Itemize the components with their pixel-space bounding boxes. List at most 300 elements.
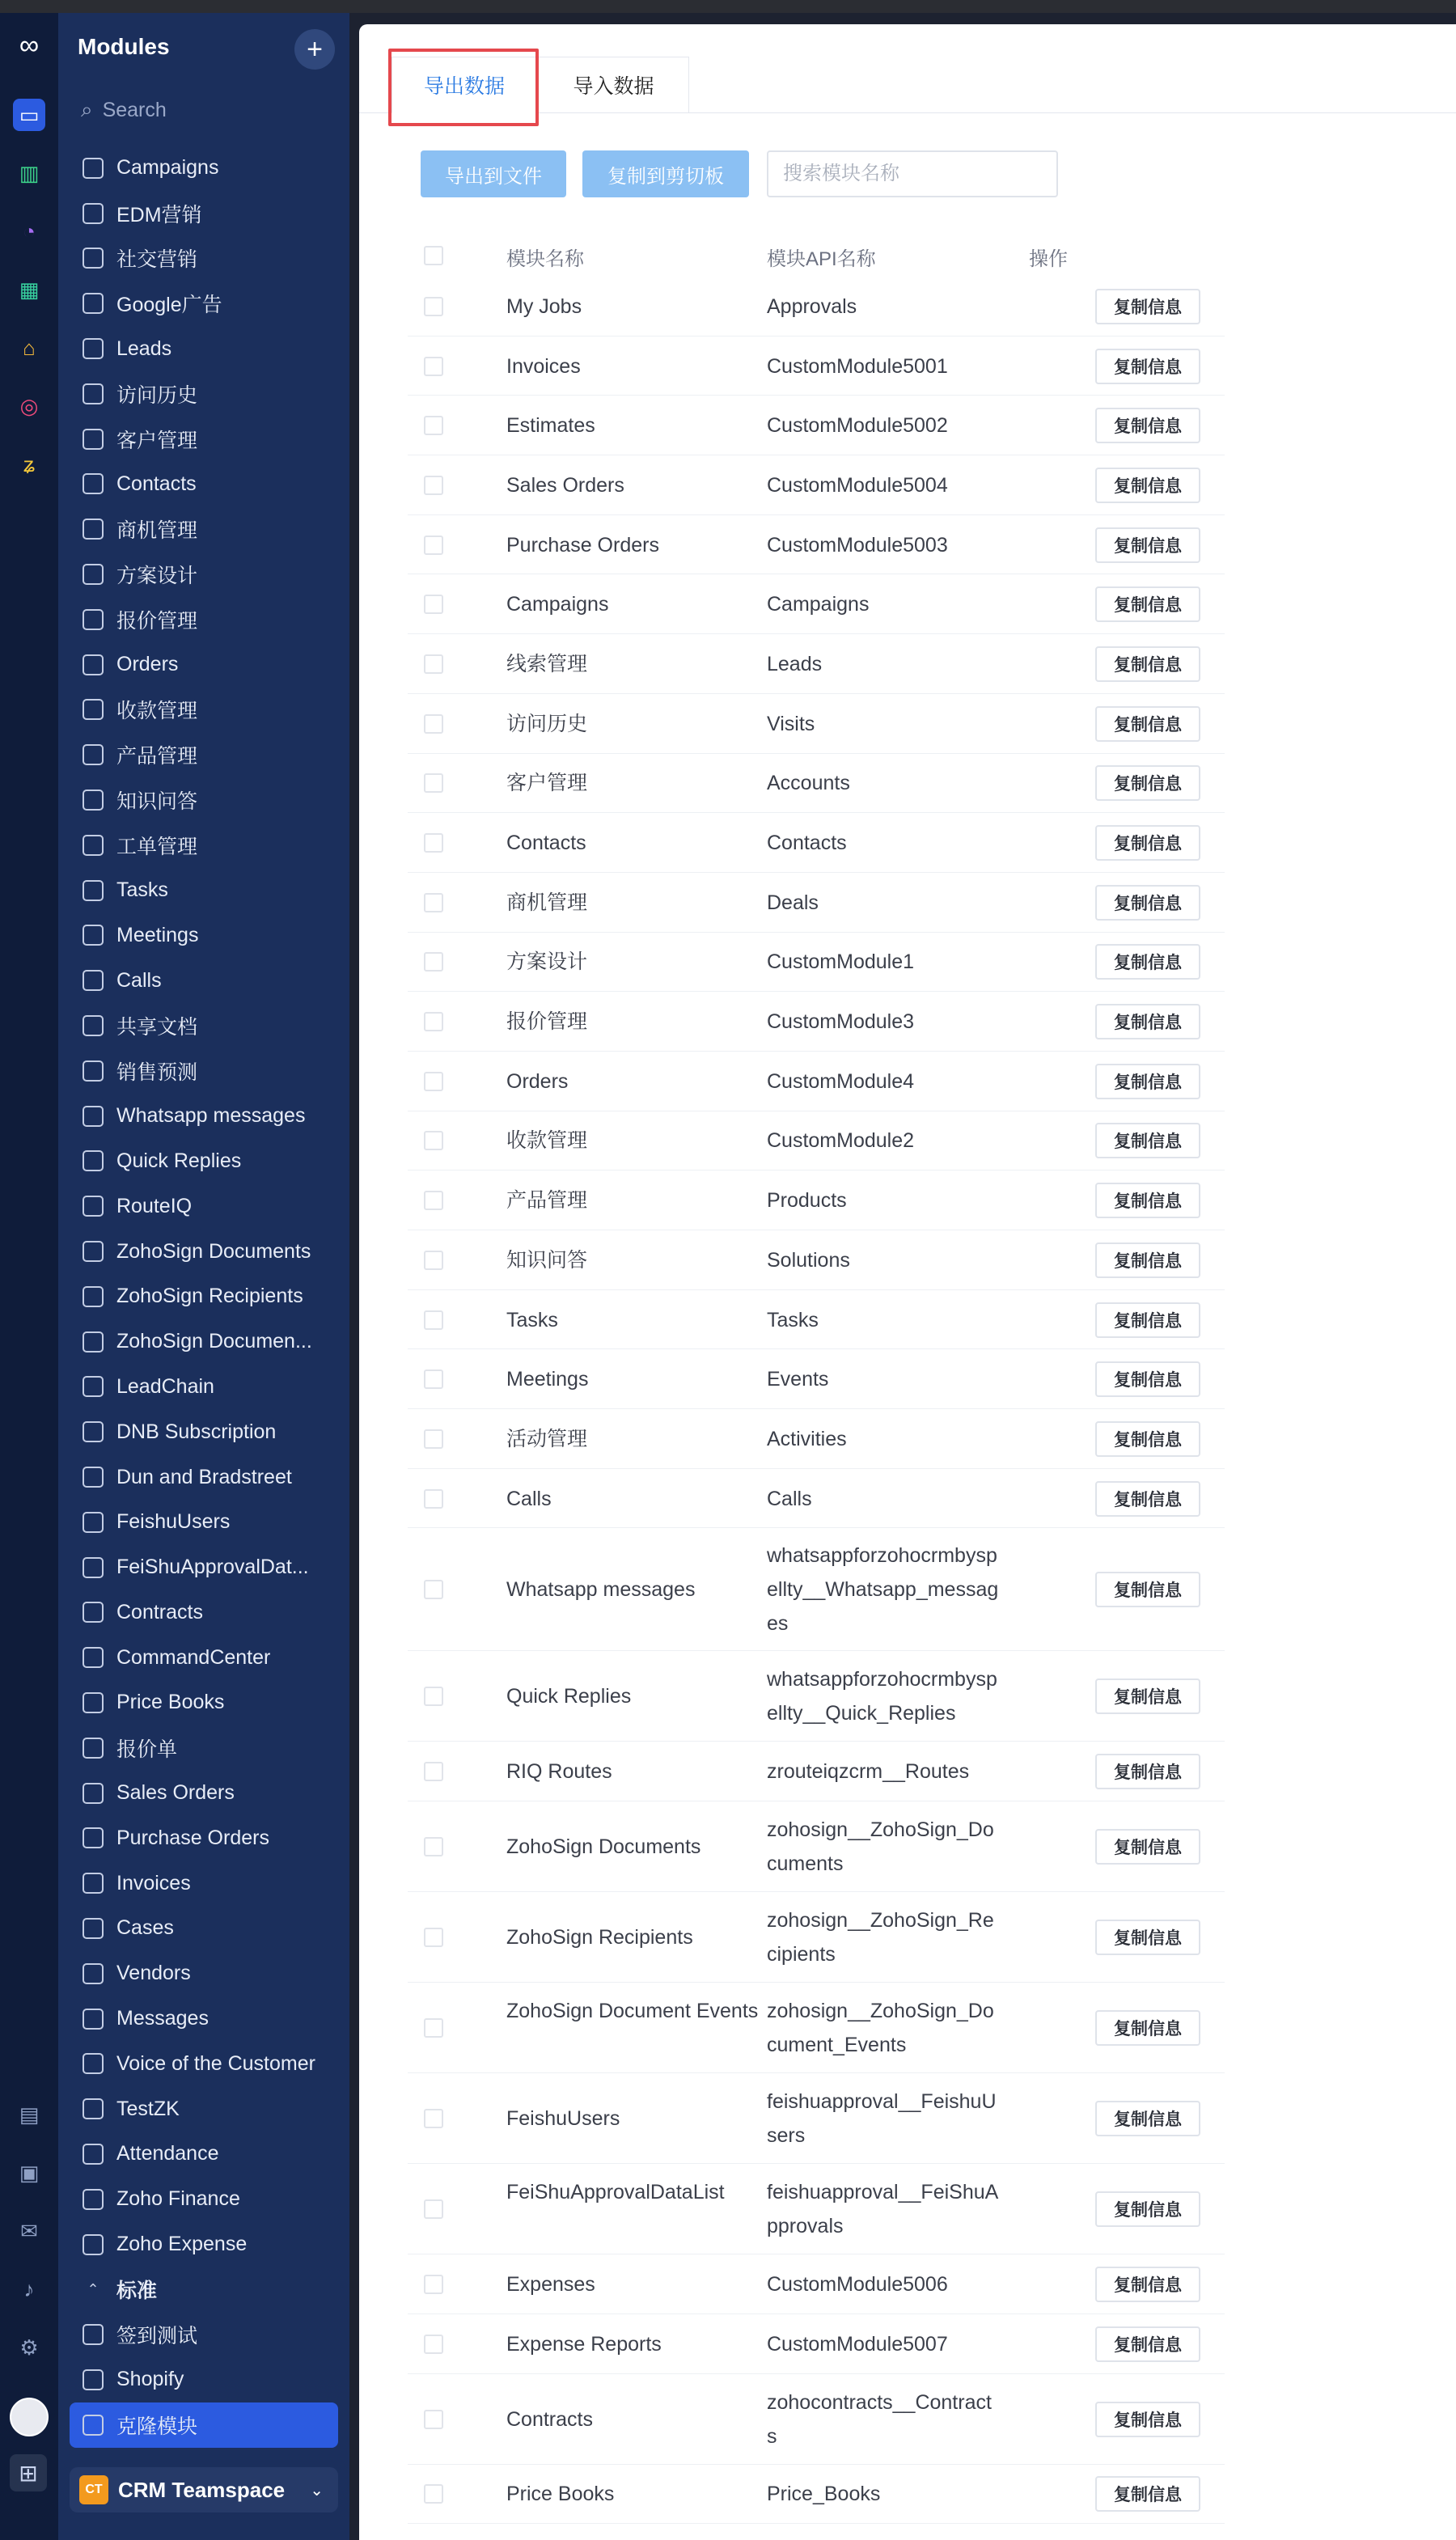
header-module-name: 模块名称: [506, 248, 584, 270]
copy-info-button[interactable]: 复制信息: [1095, 1679, 1200, 1714]
module-name-cell: Price Books: [506, 2483, 615, 2506]
copy-info-button[interactable]: 复制信息: [1095, 1004, 1200, 1039]
copy-info-button[interactable]: 复制信息: [1095, 2402, 1200, 2437]
calendar-icon[interactable]: ▣: [19, 2160, 40, 2185]
module-icon: [83, 564, 104, 585]
table-row: [408, 574, 1225, 634]
sidebar-item-label: 收款管理: [116, 700, 198, 723]
copy-info-button[interactable]: 复制信息: [1095, 2267, 1200, 2302]
sidebar-item-label: 标准: [116, 2280, 158, 2303]
header-action: 操作: [1029, 248, 1068, 270]
row-checkbox[interactable]: [424, 1762, 443, 1781]
sidebar-item[interactable]: [58, 2131, 349, 2177]
new-note-icon[interactable]: ▤: [19, 2102, 40, 2127]
table-row: [408, 2164, 1225, 2254]
sidebar-item-label: FeishuUsers: [116, 1510, 231, 1534]
module-name-cell: 收款管理: [506, 1129, 588, 1153]
workspace-label: CRM Teamspace: [118, 2477, 286, 2502]
row-checkbox[interactable]: [424, 1131, 443, 1150]
module-name-cell: Purchase Orders: [506, 533, 659, 557]
row-checkbox[interactable]: [424, 952, 443, 972]
sidebar-item[interactable]: [58, 823, 349, 868]
table-row: [408, 396, 1225, 455]
avatar[interactable]: [10, 2398, 49, 2436]
sidebar-item[interactable]: [58, 688, 349, 733]
module-icon: [83, 2053, 104, 2074]
sidebar-item[interactable]: [58, 462, 349, 507]
module-icon: [83, 2098, 104, 2119]
sidebar-item[interactable]: [58, 1365, 349, 1410]
sidebar-item[interactable]: [58, 191, 349, 236]
module-name-cell: Quick Replies: [506, 1685, 632, 1708]
workspace-switcher[interactable]: [70, 2467, 338, 2512]
copy-info-button[interactable]: 复制信息: [1095, 646, 1200, 682]
copy-info-button[interactable]: 复制信息: [1095, 1242, 1200, 1278]
sidebar-item[interactable]: [58, 281, 349, 326]
module-name-cell: RIQ Routes: [506, 1760, 612, 1784]
sidebar-item-label: 销售预测: [116, 1060, 198, 1084]
module-api-cell: feishuapproval__FeiShuApprovals: [767, 2181, 999, 2238]
copy-info-button[interactable]: 复制信息: [1095, 586, 1200, 622]
copy-info-button[interactable]: 复制信息: [1095, 1064, 1200, 1099]
module-api-cell: Campaigns: [767, 593, 870, 616]
module-search-input[interactable]: [767, 150, 1058, 197]
row-checkbox[interactable]: [424, 2484, 443, 2504]
sidebar-item-label: 知识问答: [116, 790, 198, 814]
module-name-cell: Sales Orders: [506, 473, 624, 497]
sidebar-item-label: Contacts: [116, 472, 197, 495]
table-row: [408, 694, 1225, 754]
copy-info-button[interactable]: 复制信息: [1095, 2101, 1200, 2136]
copy-info-button[interactable]: 复制信息: [1095, 2326, 1200, 2362]
sidebar-item-label: TestZK: [116, 2097, 180, 2120]
copy-info-button[interactable]: 复制信息: [1095, 1123, 1200, 1158]
row-checkbox[interactable]: [424, 1012, 443, 1031]
sidebar-item[interactable]: [58, 2267, 349, 2312]
copy-info-button[interactable]: 复制信息: [1095, 408, 1200, 443]
module-icon: [83, 2234, 104, 2255]
table-row: [408, 933, 1225, 993]
copy-info-button[interactable]: 复制信息: [1095, 289, 1200, 324]
module-name-cell: Estimates: [506, 414, 595, 438]
sidebar-item[interactable]: [58, 1680, 349, 1725]
module-api-cell: Solutions: [767, 1248, 850, 1272]
table-row: [408, 1171, 1225, 1230]
analytics-icon[interactable]: ◔: [23, 218, 36, 243]
module-name-cell: Whatsapp messages: [506, 1578, 696, 1602]
module-icon: [83, 1647, 104, 1668]
copy-info-button[interactable]: 复制信息: [1095, 1361, 1200, 1397]
bell-icon[interactable]: ♪: [23, 2276, 35, 2301]
table-row: [408, 337, 1225, 396]
zoho-logo-icon[interactable]: ∞: [19, 29, 40, 61]
module-name-cell: ZohoSign Recipients: [506, 1926, 693, 1949]
main-panel: [359, 24, 1456, 2540]
tab-import[interactable]: 导入数据: [539, 57, 689, 113]
sidebar-item-label: Messages: [116, 2007, 209, 2030]
copy-info-button[interactable]: 复制信息: [1095, 885, 1200, 921]
table-row: [408, 634, 1225, 694]
sidebar-item[interactable]: [58, 1906, 349, 1951]
table-row: [408, 1528, 1225, 1651]
sidebar-item[interactable]: [58, 777, 349, 823]
modules-sidebar: [58, 13, 349, 2540]
module-icon: [83, 2189, 104, 2210]
sidebar-item-label: 克隆模块: [116, 2415, 198, 2438]
row-checkbox[interactable]: [424, 833, 443, 853]
copy-info-button[interactable]: 复制信息: [1095, 1302, 1200, 1338]
row-checkbox[interactable]: [424, 1837, 443, 1856]
sidebar-item[interactable]: [58, 417, 349, 462]
module-name-cell: Tasks: [506, 1308, 558, 1331]
sidebar-item-label: RouteIQ: [116, 1194, 193, 1217]
sidebar-item-label: ZohoSign Recipients: [116, 1285, 303, 1308]
sidebar-item-label: Sales Orders: [116, 1781, 235, 1805]
search-app-icon[interactable]: ◎: [19, 393, 39, 418]
sidebar-item[interactable]: [58, 236, 349, 282]
select-all-checkbox[interactable]: [424, 246, 443, 265]
sidebar-item[interactable]: [58, 1454, 349, 1500]
module-icon: [83, 699, 104, 720]
sidebar-item-label: 商机管理: [116, 519, 198, 543]
row-checkbox[interactable]: [424, 2109, 443, 2128]
module-name-cell: ZohoSign Documents: [506, 1835, 701, 1859]
module-icon: [83, 2369, 104, 2390]
sidebar-item-label: Leads: [116, 337, 172, 360]
module-name-cell: Invoices: [506, 354, 581, 378]
module-icon: [83, 248, 104, 269]
module-name-cell: FeiShuApprovalDataList: [506, 2181, 725, 2204]
row-checkbox[interactable]: [424, 714, 443, 734]
module-name-cell: FeishuUsers: [506, 2107, 620, 2131]
module-api-cell: zohosign__ZohoSign_Documents: [767, 1818, 994, 1876]
sidebar-item[interactable]: [58, 1500, 349, 1545]
sidebar-item[interactable]: [58, 1094, 349, 1139]
module-icon: [83, 203, 104, 224]
sidebar-item[interactable]: [58, 1996, 349, 2042]
sidebar-item-label: Calls: [116, 968, 162, 992]
module-icon: [83, 2009, 104, 2030]
module-icon: [83, 609, 104, 630]
row-checkbox[interactable]: [424, 773, 443, 793]
sidebar-item-label: Tasks: [116, 878, 168, 902]
module-icon: [83, 880, 104, 901]
module-icon: [83, 293, 104, 314]
copy-info-button[interactable]: 复制信息: [1095, 944, 1200, 980]
modules-icon[interactable]: ▭: [13, 99, 45, 131]
copy-info-button[interactable]: 复制信息: [1095, 527, 1200, 563]
chevron-down-icon: ⌄: [310, 2481, 324, 2500]
marketplace-icon[interactable]: ⌂: [23, 335, 36, 360]
copy-info-button[interactable]: 复制信息: [1095, 1754, 1200, 1789]
gear-icon[interactable]: ⚙: [19, 2335, 39, 2360]
sidebar-item-label: 访问历史: [116, 383, 198, 407]
copy-info-button[interactable]: 复制信息: [1095, 1481, 1200, 1517]
zia-icon[interactable]: ʑ: [23, 451, 36, 476]
sidebar-item[interactable]: [58, 1139, 349, 1184]
module-api-cell: Activities: [767, 1427, 847, 1450]
sidebar-item-label: 共享文档: [116, 1016, 198, 1039]
table-row: [408, 1651, 1225, 1742]
module-icon: [83, 158, 104, 179]
module-api-cell: feishuapproval__FeishuUsers: [767, 2090, 997, 2148]
sidebar-item[interactable]: [58, 1771, 349, 1816]
sidebar-item-label: ZohoSign Documents: [116, 1239, 311, 1263]
module-icon: [83, 473, 104, 494]
add-module-button[interactable]: +: [294, 29, 335, 70]
sidebar-item-label: Contracts: [116, 1600, 203, 1623]
sidebar-item[interactable]: [58, 326, 349, 371]
row-checkbox[interactable]: [424, 1489, 443, 1509]
module-api-cell: CustomModule5004: [767, 473, 948, 497]
copy-info-button[interactable]: 复制信息: [1095, 2191, 1200, 2227]
row-checkbox[interactable]: [424, 1310, 443, 1330]
module-icon: [83, 429, 104, 450]
module-icon: [83, 1106, 104, 1127]
row-checkbox[interactable]: [424, 2199, 443, 2219]
sidebar-item-label: 产品管理: [116, 745, 198, 768]
module-icon: [83, 1512, 104, 1533]
sidebar-item[interactable]: [58, 2312, 349, 2357]
sidebar-item[interactable]: [58, 1545, 349, 1590]
sidebar-item[interactable]: [58, 913, 349, 959]
copy-info-button[interactable]: 复制信息: [1095, 2010, 1200, 2046]
module-icon: [83, 1918, 104, 1939]
sidebar-item-label: Price Books: [116, 1691, 225, 1714]
sidebar-item[interactable]: [70, 2402, 338, 2448]
module-name-cell: Expense Reports: [506, 2332, 662, 2356]
module-api-cell: zohocontracts__Contracts: [767, 2390, 992, 2448]
sidebar-item-label: LeadChain: [116, 1374, 214, 1398]
copy-info-button[interactable]: 复制信息: [1095, 2476, 1200, 2512]
module-api-cell: zohosign__ZohoSign_Document_Events: [767, 2000, 994, 2057]
copy-info-button[interactable]: 复制信息: [1095, 1920, 1200, 1955]
row-checkbox[interactable]: [424, 476, 443, 495]
row-checkbox[interactable]: [424, 297, 443, 316]
sidebar-item[interactable]: [58, 642, 349, 688]
module-api-cell: Products: [767, 1189, 847, 1213]
row-checkbox[interactable]: [424, 2410, 443, 2429]
row-checkbox[interactable]: [424, 2018, 443, 2038]
sidebar-item[interactable]: [58, 146, 349, 191]
sidebar-item[interactable]: [58, 1590, 349, 1636]
row-checkbox[interactable]: [424, 1429, 443, 1449]
table-row: [408, 2465, 1225, 2525]
sidebar-item-label: 方案设计: [116, 565, 198, 588]
module-icon: [83, 338, 104, 359]
table-row: [408, 873, 1225, 933]
sidebar-item-label: Zoho Expense: [116, 2233, 248, 2256]
sidebar-item[interactable]: [58, 2086, 349, 2131]
sidebar-item[interactable]: [58, 2357, 349, 2402]
table-header: [408, 236, 1225, 272]
sidebar-item[interactable]: [58, 1635, 349, 1680]
sidebar-item-label: Cases: [116, 1916, 174, 1940]
module-api-cell: Calls: [767, 1487, 812, 1510]
copy-info-button[interactable]: 复制信息: [1095, 1829, 1200, 1865]
copy-info-button[interactable]: 复制信息: [1095, 468, 1200, 503]
module-icon: [83, 1015, 104, 1036]
module-icon: [83, 1150, 104, 1171]
sidebar-item-label: 客户管理: [116, 429, 198, 452]
module-icon: [83, 1873, 104, 1894]
sidebar-item[interactable]: [58, 1725, 349, 1771]
module-name-cell: 产品管理: [506, 1189, 588, 1213]
row-checkbox[interactable]: [424, 1687, 443, 1706]
copy-info-button[interactable]: 复制信息: [1095, 1421, 1200, 1457]
sidebar-item[interactable]: [58, 2041, 349, 2086]
module-name-cell: Orders: [506, 1069, 569, 1093]
sidebar-item[interactable]: [58, 1409, 349, 1454]
table-row: [408, 1349, 1225, 1409]
module-name-cell: 报价管理: [506, 1010, 588, 1034]
module-api-cell: Accounts: [767, 772, 850, 795]
row-checkbox[interactable]: [424, 416, 443, 435]
sidebar-item-label: 报价单: [116, 1738, 178, 1761]
module-name-cell: Expenses: [506, 2272, 595, 2296]
sidebar-item-label: Campaigns: [116, 156, 219, 180]
sidebar-search[interactable]: [81, 94, 167, 126]
sidebar-item[interactable]: [58, 1183, 349, 1229]
copy-clipboard-button[interactable]: 复制到剪切板: [582, 150, 749, 197]
module-api-cell: whatsappforzohocrmbyspellty__Quick_Replies: [767, 1668, 997, 1725]
module-api-cell: Price_Books: [767, 2483, 881, 2506]
module-api-cell: CustomModule5007: [767, 2332, 948, 2356]
copy-info-button[interactable]: 复制信息: [1095, 765, 1200, 801]
sidebar-item-label: Voice of the Customer: [116, 2051, 315, 2075]
module-name-cell: 访问历史: [506, 712, 588, 735]
row-checkbox[interactable]: [424, 1251, 443, 1270]
sidebar-item[interactable]: [58, 1951, 349, 1996]
highlight-box: [388, 49, 539, 126]
module-icon: [83, 1376, 104, 1397]
module-icon: [83, 970, 104, 991]
row-checkbox[interactable]: [424, 1580, 443, 1599]
sidebar-item-label: Shopify: [116, 2368, 184, 2391]
row-checkbox[interactable]: [424, 1191, 443, 1210]
sidebar-item[interactable]: [58, 732, 349, 777]
row-checkbox[interactable]: [424, 654, 443, 674]
sidebar-item[interactable]: [58, 1861, 349, 1906]
copy-info-button[interactable]: 复制信息: [1095, 1183, 1200, 1218]
sidebar-item[interactable]: [58, 958, 349, 1003]
copy-info-button[interactable]: 复制信息: [1095, 349, 1200, 384]
copy-info-button[interactable]: 复制信息: [1095, 1572, 1200, 1607]
row-checkbox[interactable]: [424, 2275, 443, 2294]
sidebar-item-label: Meetings: [116, 923, 199, 946]
sidebar-item[interactable]: [58, 371, 349, 417]
mail-icon[interactable]: ✉: [20, 2218, 38, 2243]
table-row: [408, 515, 1225, 575]
sidebar-item-label: Dun and Bradstreet: [116, 1465, 292, 1488]
sidebar-item[interactable]: [58, 506, 349, 552]
module-api-cell: CustomModule4: [767, 1069, 915, 1093]
sidebar-item[interactable]: [58, 1319, 349, 1365]
module-icon: [83, 1467, 104, 1488]
module-icon: [83, 835, 104, 856]
sidebar-item[interactable]: [58, 1815, 349, 1861]
reports-icon[interactable]: ▥: [19, 160, 40, 185]
table-row: [408, 1230, 1225, 1290]
export-file-button[interactable]: 导出到文件: [421, 150, 566, 197]
module-api-cell: whatsappforzohocrmbyspellty__Whatsapp_messages: [767, 1544, 999, 1636]
sidebar-item[interactable]: [58, 868, 349, 913]
row-checkbox[interactable]: [424, 536, 443, 555]
row-checkbox[interactable]: [424, 1369, 443, 1389]
module-api-cell: Events: [767, 1368, 829, 1391]
module-icon: [83, 1060, 104, 1082]
row-checkbox[interactable]: [424, 595, 443, 614]
module-icon: [83, 1286, 104, 1307]
module-icon: [83, 744, 104, 765]
module-icon: [83, 1241, 104, 1262]
sidebar-module-list: [58, 146, 349, 2448]
sidebar-item[interactable]: [58, 552, 349, 597]
planner-icon[interactable]: ▦: [19, 277, 40, 302]
module-api-cell: Deals: [767, 891, 819, 914]
sidebar-item[interactable]: [58, 597, 349, 642]
module-icon: [83, 654, 104, 675]
sidebar-item[interactable]: [58, 1003, 349, 1048]
sidebar-item[interactable]: [58, 1229, 349, 1274]
tab-export[interactable]: 导出数据: [392, 57, 537, 113]
module-icon: [83, 1602, 104, 1623]
module-api-cell: zrouteiqzcrm__Routes: [767, 1760, 970, 1784]
row-checkbox[interactable]: [424, 893, 443, 912]
sidebar-item-label: Purchase Orders: [116, 1826, 269, 1849]
copy-info-button[interactable]: 复制信息: [1095, 706, 1200, 742]
module-name-cell: My Jobs: [506, 294, 582, 318]
sidebar-item-label: 工单管理: [116, 835, 198, 858]
table-row: [408, 754, 1225, 814]
sidebar-item-label: Orders: [116, 653, 179, 676]
sidebar-item-label: EDM营销: [116, 203, 202, 226]
table-row: [408, 2374, 1225, 2465]
sidebar-item[interactable]: [58, 1274, 349, 1319]
module-icon: [83, 1738, 104, 1759]
table-row: [408, 1801, 1225, 1892]
sidebar-item-label: 社交营销: [116, 248, 198, 272]
table-row: [408, 1742, 1225, 1801]
sidebar-item-label: 报价管理: [116, 609, 198, 633]
sidebar-item[interactable]: [58, 1048, 349, 1094]
module-icon: [83, 790, 104, 811]
module-icon: [83, 1331, 104, 1353]
row-checkbox[interactable]: [424, 2335, 443, 2354]
copy-info-button[interactable]: 复制信息: [1095, 825, 1200, 861]
table-row: [408, 813, 1225, 873]
row-checkbox[interactable]: [424, 357, 443, 376]
sidebar-item[interactable]: [58, 2222, 349, 2267]
table-row: [408, 277, 1225, 337]
module-api-cell: Leads: [767, 652, 823, 675]
sidebar-item-label: Zoho Finance: [116, 2187, 240, 2211]
module-api-cell: CustomModule1: [767, 950, 915, 974]
table-row: [408, 1983, 1225, 2073]
sidebar-item[interactable]: [58, 2177, 349, 2222]
module-name-cell: Meetings: [506, 1368, 589, 1391]
apps-grid-icon[interactable]: ⊞: [10, 2454, 47, 2491]
module-icon: [83, 2144, 104, 2165]
row-checkbox[interactable]: [424, 1072, 443, 1091]
table-row: [408, 2073, 1225, 2164]
module-name-cell: 商机管理: [506, 891, 588, 914]
search-icon: ⌕: [81, 97, 93, 121]
module-icon: [83, 2415, 104, 2436]
sidebar-item-label: 签到测试: [116, 2325, 198, 2348]
module-name-cell: 客户管理: [506, 772, 588, 795]
row-checkbox[interactable]: [424, 1928, 443, 1947]
